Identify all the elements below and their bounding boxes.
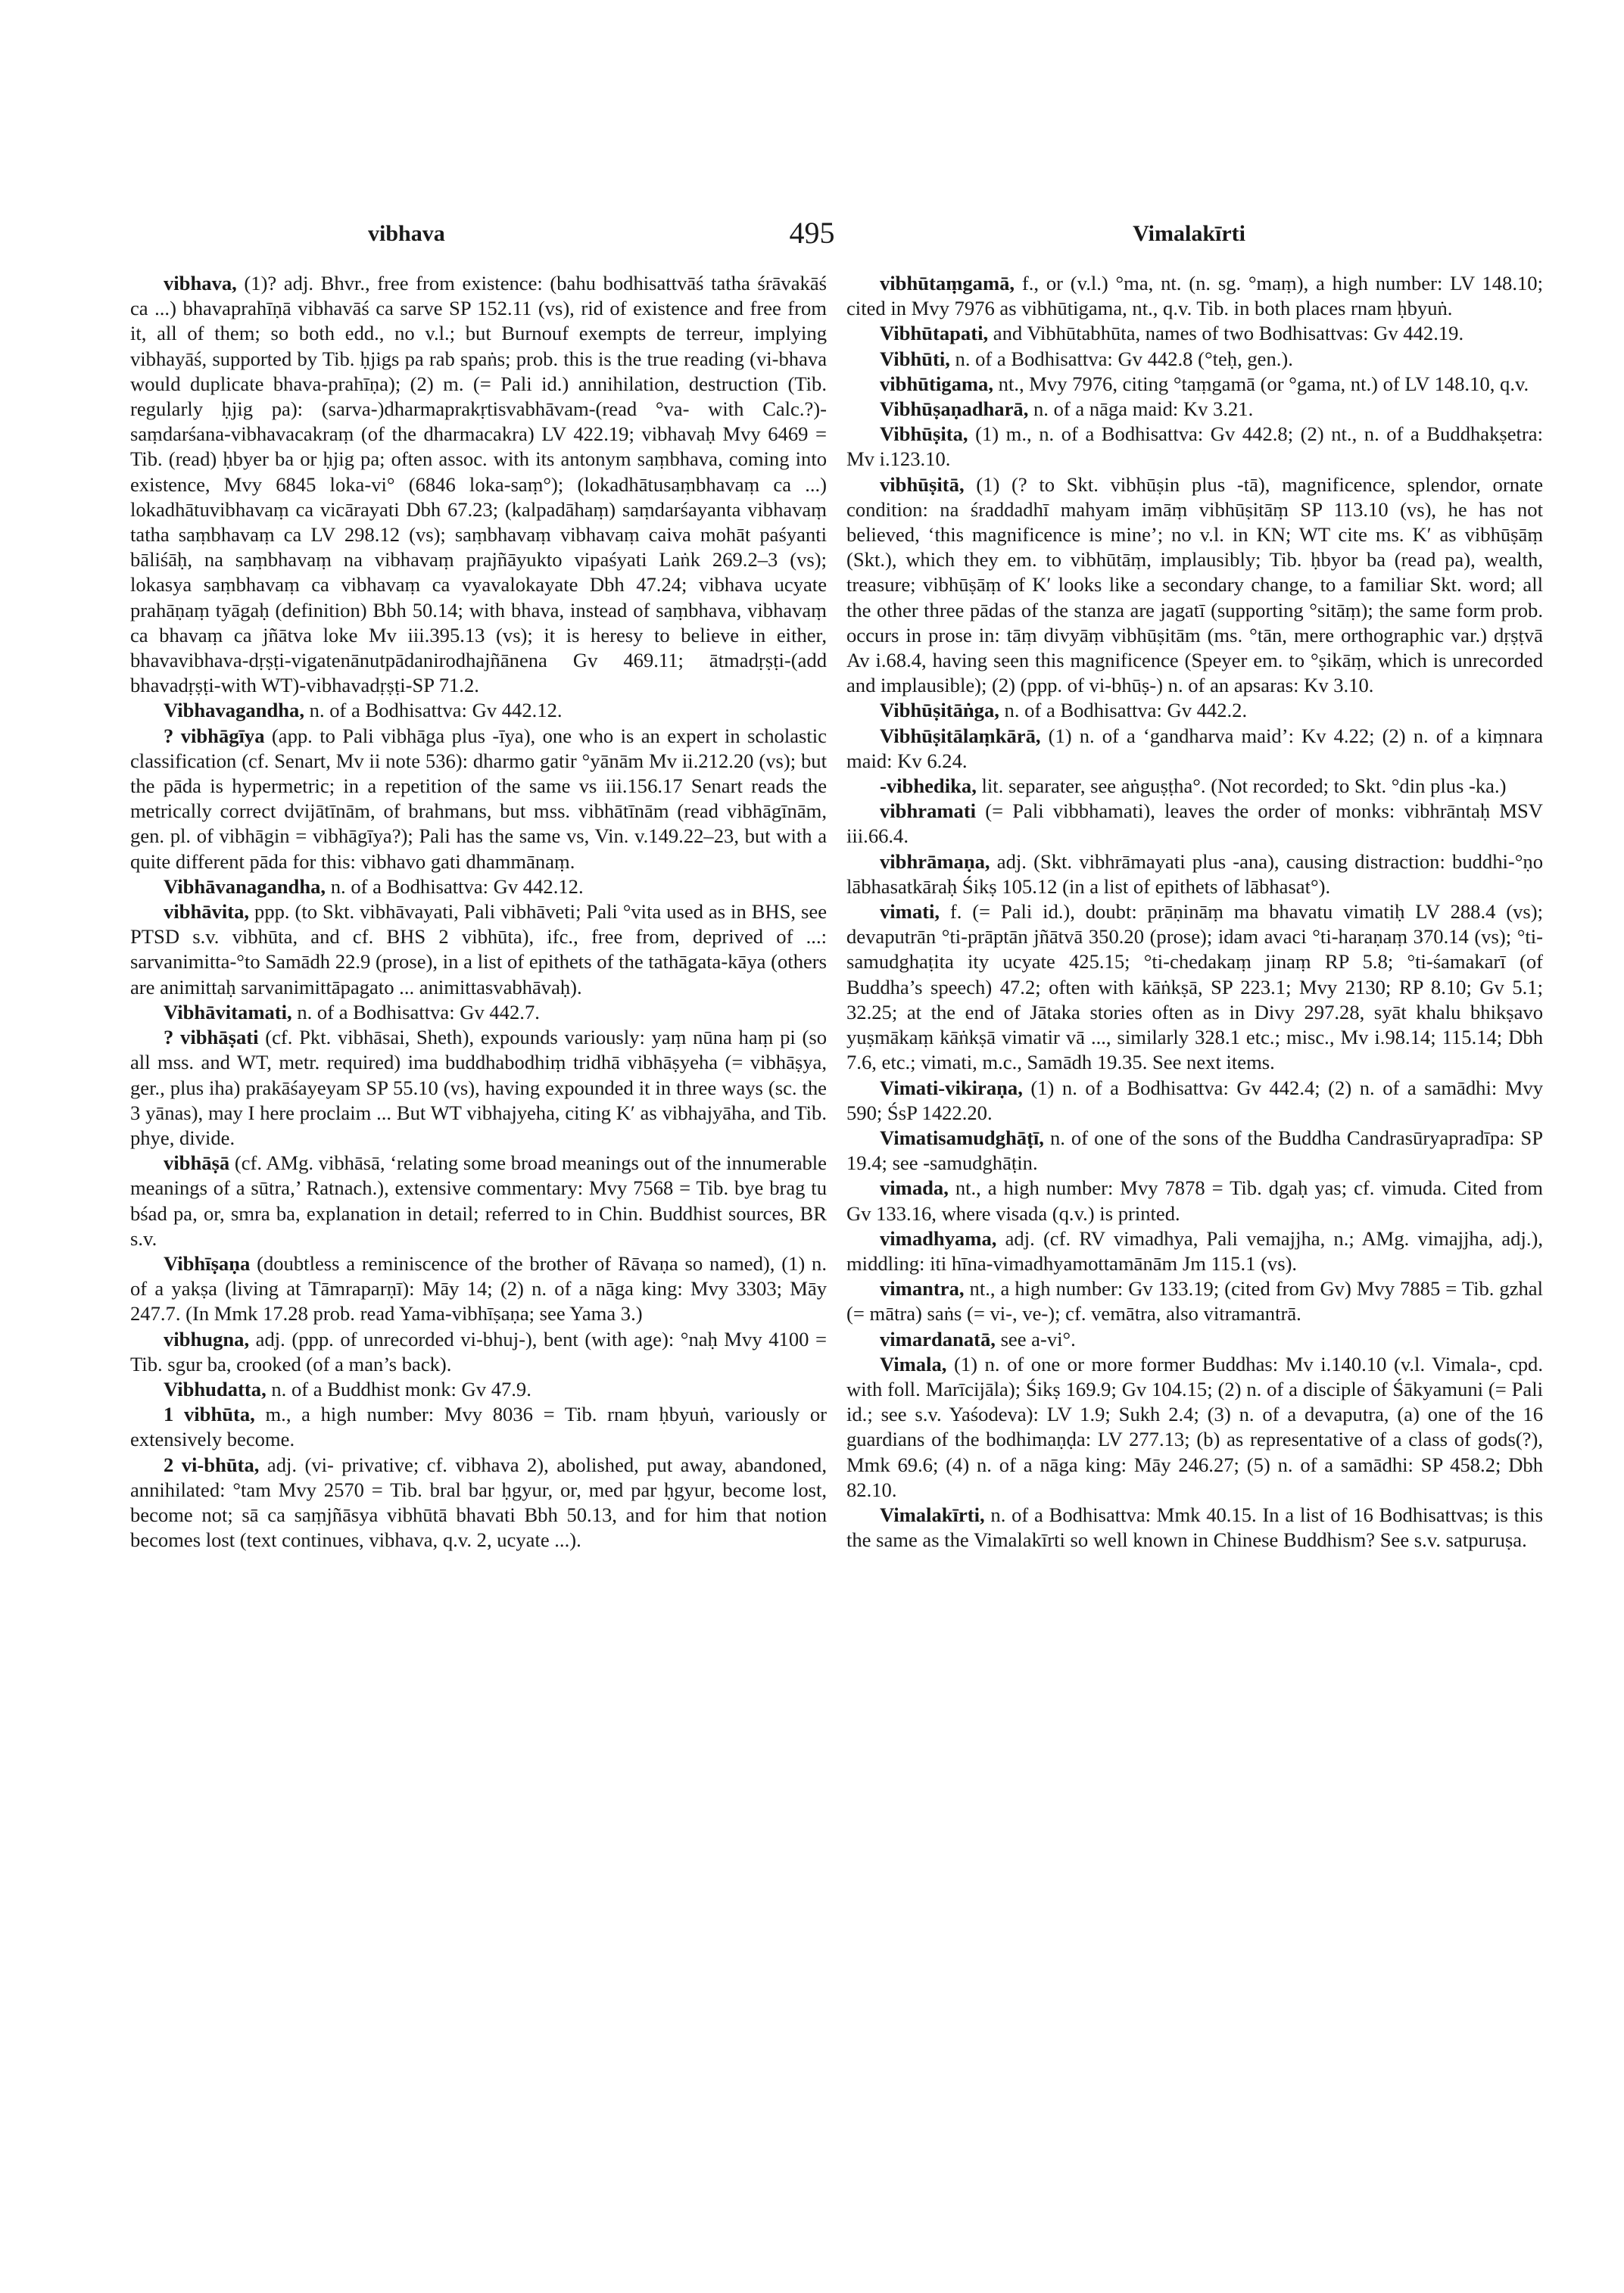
entry-body: adj. (Skt. vibhrāmayati plus -ana), causing distraction: buddhi-°ṇo lābhasatkāraḥ Śikṣ 105.12 (in a list of epithets of lābhasat°). xyxy=(846,849,1543,898)
entry-body: (1) n. of one or more former Buddhas: Mv i.140.10 (v.l. Vimala-, cpd. with foll. Marīcijāla); Śikṣ 169.9; Gv 104.15; (2) n. of a disciple of Śākyamuni (= Pali id.; see s.v. Yaśodeva): LV 1.9; Sukh 2.4; (3) n. of a devaputra, (a) one of the 16 guardians of the bodhimaṇḍa: LV 277.13; (b) as representative of a class of gods(?), Mmk 69.6; (4) n. of a nāga king: Māy 246.27; (5) n. of a samādhi: SP 458.2; Dbh 82.10. xyxy=(846,1352,1543,1501)
dictionary-entry xyxy=(846,1327,1543,1352)
entry-body: (cf. AMg. vibhāsā, ‘relating some broad meanings out of the innumerable meanings of a sūtra,’ Ratnach.), extensive commentary: Mvy 7568 = Tib. bye brag tu bśad pa, or, smra ba, explanation in detail; referred to in Chin. Buddhist sources, BR s.v. xyxy=(130,1151,827,1250)
entry-body: (= Pali vibbhamati), leaves the order of monks: vibhrāntaḥ MSV iii.66.4. xyxy=(846,799,1543,848)
entry-headword: -vibhedika, xyxy=(880,774,977,798)
entry-body: n. of a Bodhisattva: Gv 442.12. xyxy=(304,699,563,722)
entry-headword: ? vibhāgīya xyxy=(164,724,265,747)
dictionary-entry xyxy=(846,1503,1543,1553)
entry-body: (1) n. of a Bodhisattva: Gv 442.4; (2) n. of a samādhi: Mvy 590; ŚsP 1422.20. xyxy=(846,1076,1543,1124)
entry-body: (1) n. of a ‘gandharva maid’: Kv 4.22; (2) n. of a kiṃnara maid: Kv 6.24. xyxy=(846,724,1543,772)
left-guide-word: vibhava xyxy=(368,221,445,246)
entry-headword: vibhāvita, xyxy=(164,900,250,924)
entry-headword: Vimala, xyxy=(880,1352,947,1375)
dictionary-entry xyxy=(130,1251,827,1327)
entry-headword: Vibhūṣaṇadharā, xyxy=(880,397,1029,421)
entry-headword: Vibhavagandha, xyxy=(164,699,304,722)
entry-headword: vimantra, xyxy=(880,1277,965,1301)
entry-headword: vibhūṣitā, xyxy=(880,472,965,496)
entry-body: (cf. Pkt. vibhāsai, Sheth), expounds variously: yaṃ nūna haṃ pi (so all mss. and WT, metr. required) ima buddhabodhiṃ tridhā vibhāṣyeha (= vibhāṣya, ger., plus iha) prakāśayeyam SP 55.10 (vs), having expounded it in three ways (sc. the 3 yānas), may I here proclaim ... But WT vibhajyeha, citing K′ as vibhajyāha, and Tib. phye, divide. xyxy=(130,1026,827,1149)
entry-body: (1)? adj. Bhvr., free from existence: (bahu bodhisattvāś tatha śrāvakāś ca ...) bhavaprahīṇā vibhavāś ca sarve SP 152.11 (vs), rid of existence and free from it, all of them; so both edd., no v.l.; but Burnouf exempts de terreur, implying vibhayāś, supported by Tib. ḥjigs pa rab spaṅs; prob. this is the true reading (vi-bhava would duplicate bhava-prahīṇa); (2) m. (= Pali id.) annihilation, destruction (Tib. regularly ḥjig pa): (sarva-)dharmaprakṛtisvabhāvam-(read °va- with Calc.?)-saṃdarśana-vibhavacakraṃ (of the dharmacakra) LV 422.19; vibhavaḥ Mvy 6469 = Tib. (read) ḥbyer ba or ḥjig pa; often assoc. with its antonym saṃbhava, coming into existence, Mvy 6845 loka-vi° (6846 loka-saṃ°); (lokadhātusaṃbhavaṃ ca ...) lokadhātuvibhavaṃ ca vicārayati Dbh 67.23; (kalpadāhaṃ) saṃdarśayanta vibhavaṃ tatha saṃbhavaṃ ca LV 298.12 (vs); saṃbhavaṃ vibhavaṃ caiva mohāt paśyanti bāliśāḥ, na saṃbhavaṃ na vibhavaṃ prajñāyukto vipaśyati Laṅk 269.2–3 (vs); lokasya saṃbhavaṃ ca vibhavaṃ ca vyavalokayate Dbh 47.24; vibhava ucyate prahāṇaṃ tyāgaḥ (definition) Bbh 50.14; with bhava, instead of saṃbhava, vibhavaṃ ca bhavaṃ ca jñātva loke Mv iii.395.13 (vs); it is heresy to believe in either, bhavavibhava-dṛṣṭi-vigatenānutpādanirodhajñānena Gv 469.11; ātmadṛṣṭi-(add bhavadṛṣṭi-with WT)-vibhavadṛṣṭi-SP 71.2. xyxy=(130,272,827,697)
right-column xyxy=(846,271,1543,1553)
dictionary-entry xyxy=(130,899,827,1000)
entry-headword: Vibhāvanagandha, xyxy=(164,874,326,898)
dictionary-entry xyxy=(846,1076,1543,1126)
dictionary-entry xyxy=(846,698,1543,723)
entry-body: n. of a Buddhist monk: Gv 47.9. xyxy=(266,1377,531,1400)
entry-body: n. of a Bodhisattva: Gv 442.8 (°teḥ, gen.). xyxy=(949,347,1293,370)
dictionary-entry xyxy=(846,774,1543,799)
entry-headword: Vimalakīrti, xyxy=(880,1503,985,1526)
entry-body: adj. (vi- privative; cf. vibhava 2), abolished, put away, abandoned, annihilated: °tam Mvy 2570 = Tib. bral bar ḥgyur, or, med par ḥgyur, become lost, become not; sā ca saṃjñāsya vibhūtā bhavati Bbh 50.13, and for him that notion becomes lost (text continues, vibhava, q.v. 2, ucyate ...). xyxy=(130,1453,827,1552)
dictionary-entry xyxy=(130,874,827,899)
entry-headword: Vimatisamudghāṭī, xyxy=(880,1126,1044,1149)
dictionary-entry xyxy=(130,1000,827,1025)
entry-body: and Vibhūtabhūta, names of two Bodhisattvas: Gv 442.19. xyxy=(988,322,1464,345)
dictionary-entry xyxy=(846,849,1543,899)
entry-body: n. of one of the sons of the Buddha Candrasūryapradīpa: SP 19.4; see -samudghāṭin. xyxy=(846,1126,1543,1175)
dictionary-entry xyxy=(130,1025,827,1151)
entry-body: lit. separater, see aṅguṣṭha°. (Not recorded; to Skt. °din plus -ka.) xyxy=(976,774,1507,798)
entry-headword: Vibhūṣitālaṃkārā, xyxy=(880,724,1041,747)
dictionary-entry xyxy=(130,271,827,698)
dictionary-entry xyxy=(130,1151,827,1251)
entry-headword: Vibhūti, xyxy=(880,347,950,370)
entry-headword: vibhramati xyxy=(880,799,977,823)
entry-body: (1) m., n. of a Bodhisattva: Gv 442.8; (2) nt., n. of a Buddhakṣetra: Mv i.123.10. xyxy=(846,422,1543,471)
entry-headword: vibhrāmaṇa, xyxy=(880,849,990,873)
dictionary-entry xyxy=(130,1327,827,1377)
entry-headword: vimati, xyxy=(880,900,940,924)
left-column xyxy=(130,271,827,1553)
entry-body: ppp. (to Skt. vibhāvayati, Pali vibhāveti; Pali °vita used as in BHS, see PTSD s.v. vibhūta, and cf. BHS 2 vibhūta), ifc., free from, deprived of ...: sarvanimitta-°to Samādh 22.9 (prose), in a list of epithets of the tathāgata-kāya (others are animittaḥ sarvanimittāpagato ... animittasvabhāvaḥ). xyxy=(130,900,827,999)
entry-body: n. of a Bodhisattva: Gv 442.7. xyxy=(291,1000,540,1023)
entry-body: nt., Mvy 7976, citing °taṃgamā (or °gama, nt.) of LV 148.10, q.v. xyxy=(993,372,1529,395)
entry-body: n. of a Bodhisattva: Gv 442.12. xyxy=(326,874,584,898)
entry-headword: 1 vibhūta, xyxy=(164,1403,255,1426)
dictionary-entry xyxy=(846,899,1543,1075)
entry-body: n. of a nāga maid: Kv 3.21. xyxy=(1028,397,1254,421)
dictionary-entry xyxy=(130,698,827,723)
entry-body: adj. (ppp. of unrecorded vi-bhuj-), bent (with age): °naḥ Mvy 4100 = Tib. sgur ba, crooked (of a man’s back). xyxy=(130,1327,827,1375)
entry-headword: vibhava, xyxy=(164,272,237,294)
dictionary-entry xyxy=(846,321,1543,346)
entry-body: (app. to Pali vibhāga plus -īya), one who is an expert in scholastic classification (cf. Senart, Mv ii note 536): dharmo gatir °yānām Mv ii.212.20 (vs); but the pāda is hypermetric; in a repetition of the same vs iii.156.17 Senart reads the metrically correct dvijātīnām, of brahmans, but mss. vibhātīnām (read vibhāgīnām, gen. pl. of vibhāgin = vibhāgīya?); Pali has the same vs, Vin. v.149.22–23, but with a quite different pāda for this: vibhavo gati dhammānaṃ. xyxy=(130,724,827,873)
entry-headword: vibhugna, xyxy=(164,1327,250,1351)
entry-body: m., a high number: Mvy 8036 = Tib. rnam ḥbyuṅ, variously or extensively become. xyxy=(130,1403,827,1451)
entry-headword: 2 vi-bhūta, xyxy=(164,1453,260,1476)
entry-body: adj. (cf. RV vimadhya, Pali vemajjha, n.; AMg. vimajjha, adj.), middling: iti hīna-vimadhyamottamānām Jm 115.1 (vs). xyxy=(846,1226,1543,1275)
entry-body: see a-vi°. xyxy=(995,1327,1076,1351)
right-guide-word: Vimalakīrti xyxy=(1133,221,1245,246)
entry-headword: ? vibhāṣati xyxy=(164,1026,259,1049)
dictionary-entry xyxy=(846,1226,1543,1276)
entry-body: nt., a high number: Gv 133.19; (cited from Gv) Mvy 7885 = Tib. gzhal (= mātra) saṅs (= vi-, ve-); cf. vemātra, also vitramantrā. xyxy=(846,1277,1543,1326)
entry-headword: vibhāṣā xyxy=(164,1151,230,1175)
page-number: 495 xyxy=(789,216,835,250)
dictionary-entry xyxy=(846,1126,1543,1176)
dictionary-entry xyxy=(130,1377,827,1402)
entry-headword: Vibhūṣitāṅga, xyxy=(880,699,999,722)
dictionary-entry xyxy=(130,1453,827,1553)
entry-headword: Vimati-vikiraṇa, xyxy=(880,1076,1023,1099)
entry-headword: Vibhudatta, xyxy=(164,1377,267,1400)
entry-headword: Vibhāvitamati, xyxy=(164,1000,292,1023)
dictionary-entry xyxy=(846,1352,1543,1503)
dictionary-entry xyxy=(846,397,1543,422)
dictionary-entry xyxy=(130,724,827,874)
dictionary-entry xyxy=(846,271,1543,321)
dictionary-entry xyxy=(846,1176,1543,1226)
entry-headword: Vibhīṣaṇa xyxy=(164,1251,251,1275)
entry-headword: vimardanatā, xyxy=(880,1327,996,1351)
dictionary-entry xyxy=(846,472,1543,699)
dictionary-entry xyxy=(846,347,1543,372)
entry-headword: vibhūtaṃgamā, xyxy=(880,272,1015,294)
entry-body: (doubtless a reminiscence of the brother of Rāvaṇa so named), (1) n. of a yakṣa (living at Tāmraparṇī): Māy 14; (2) n. of a nāga king: Mvy 3303; Māy 247.7. (In Mmk 17.28 prob. read Yama-vibhīṣaṇa; see Yama 3.) xyxy=(130,1251,827,1326)
entry-body: nt., a high number: Mvy 7878 = Tib. dgaḥ yas; cf. vimuda. Cited from Gv 133.16, where visada (q.v.) is printed. xyxy=(846,1176,1543,1225)
entry-headword: vibhūtigama, xyxy=(880,372,993,395)
entry-headword: vimadhyama, xyxy=(880,1226,997,1250)
dictionary-entry xyxy=(846,422,1543,472)
entry-body: f. (= Pali id.), doubt: prāṇināṃ ma bhavatu vimatiḥ LV 288.4 (vs); devaputrān °ti-prāptān jñātvā 350.20 (prose); idam avaci °ti-haraṇaṃ 370.14 (vs); °ti-samudghaṭita ity ucyate 425.15; °ti-chedakaṃ jinaṃ RP 5.8; °ti-śamakarī (of Buddha’s speech) 47.2; often with kāṅkṣā, SP 223.1; Mvy 2130; RP 8.10; Gv 5.1; 32.25; at the end of Jātaka stories often as in Divy 297.28, syāt khalu bhikṣavo yuṣmākaṃ kāṅkṣā vimatir vā ..., similarly 328.1 etc.; misc., Mv i.98.14; 115.14; Dbh 7.6, etc.; vimati, m.c., Samādh 19.35. See next items. xyxy=(846,900,1543,1074)
dictionary-entry xyxy=(846,1276,1543,1326)
entry-body: f., or (v.l.) °ma, nt. (n. sg. °maṃ), a high number: LV 148.10; cited in Mvy 7976 as vibhūtigama, nt., q.v. Tib. in both places rnam ḥbyuṅ. xyxy=(846,272,1543,320)
entry-headword: Vibhūṣita, xyxy=(880,422,968,446)
entry-body: (1) (? to Skt. vibhūṣin plus -tā), magnificence, splendor, ornate condition: na śraddadhī mahyam imāṃ vibhūṣitāṃ SP 113.10 (vs), he has not believed, ‘this magnificence is mine’; no v.l. in KN; WT cite ms. K′ as vibhūṣāṃ (Skt.), which they em. to vibhūtāṃ, implausibly; Tib. ḥbyor ba (read pa), wealth, treasure; vibhūṣāṃ of K′ looks like a secondary change, to a familiar Skt. word; all the other three pādas of the stanza are jagatī (supporting °sitāṃ); the same form prob. occurs in prose in: tāṃ divyāṃ vibhūṣitām (ms. °tān, mere orthographic var.) dṛṣṭvā Av i.68.4, having seen this magnificence (Speyer em. to °ṣikāṃ, which is unrecorded and implausible); (2) (ppp. of vi-bhūṣ-) n. of an apsaras: Kv 3.10. xyxy=(846,472,1543,697)
dictionary-entry xyxy=(846,372,1543,397)
entry-body: n. of a Bodhisattva: Mmk 40.15. In a list of 16 Bodhisattvas; is this the same as the Vimalakīrti so well known in Chinese Buddhism? See s.v. satpuruṣa. xyxy=(846,1503,1543,1552)
entry-body: n. of a Bodhisattva: Gv 442.2. xyxy=(999,699,1248,722)
dictionary-entry xyxy=(130,1402,827,1452)
dictionary-entry xyxy=(846,799,1543,849)
entry-headword: Vibhūtapati, xyxy=(880,322,989,345)
dictionary-entry xyxy=(846,724,1543,774)
entry-headword: vimada, xyxy=(880,1176,949,1200)
